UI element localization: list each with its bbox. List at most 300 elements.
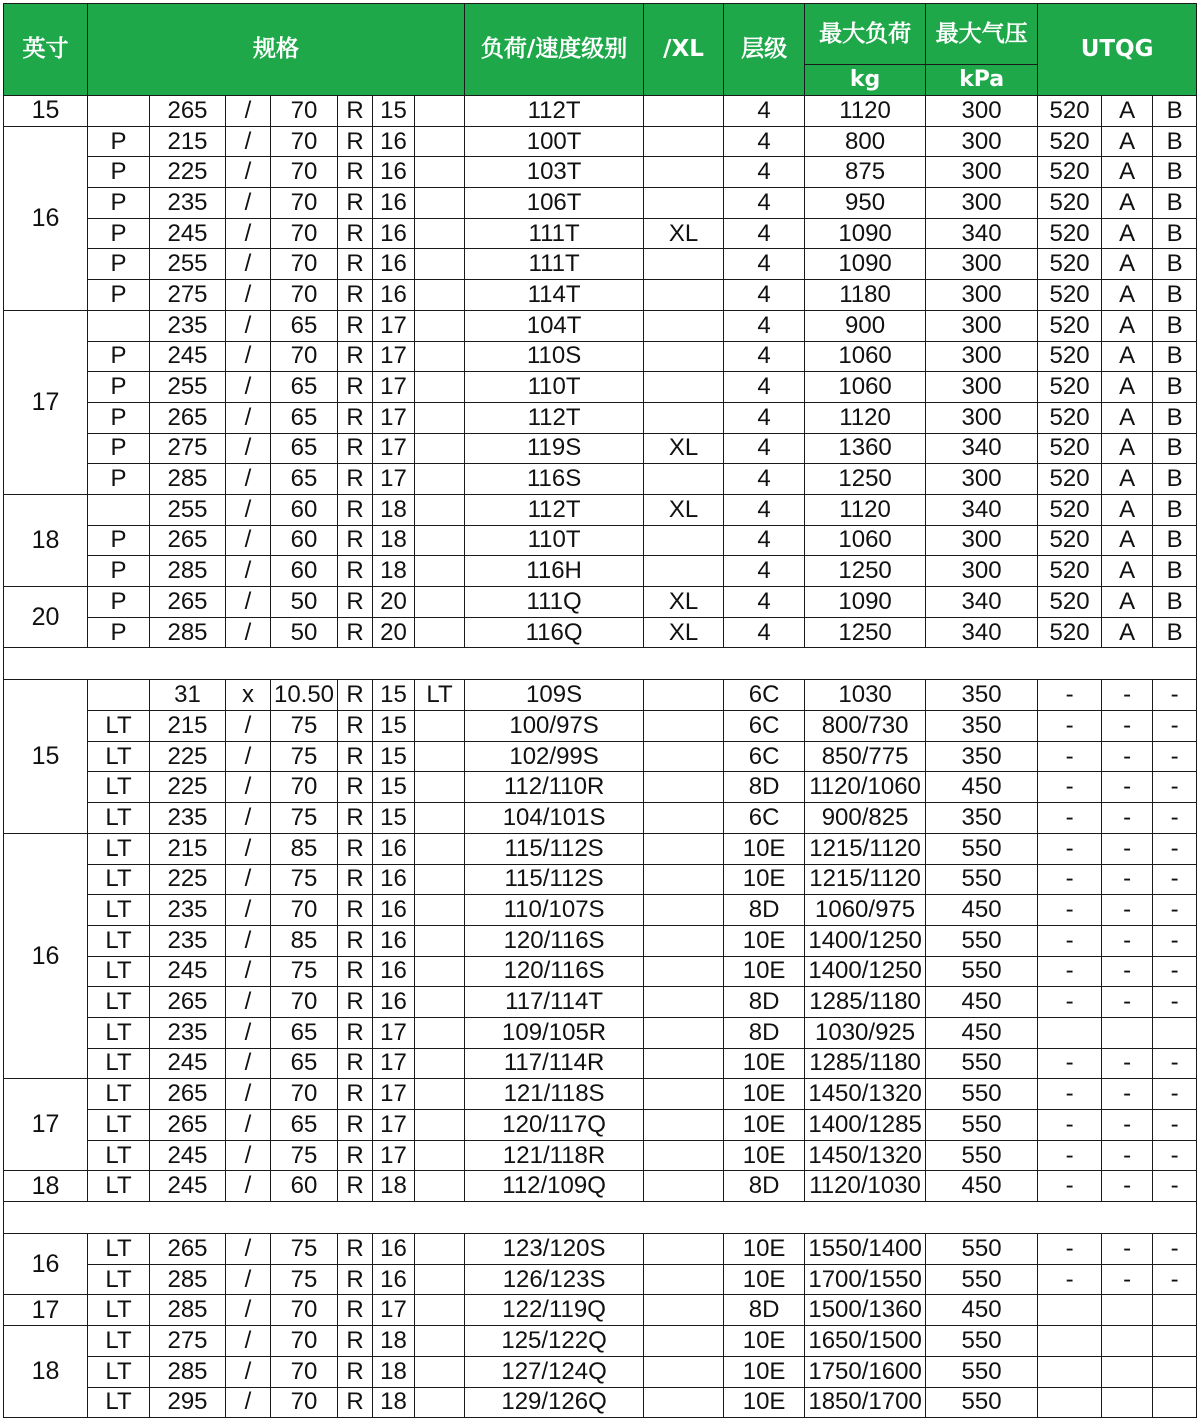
cell-utqg-treadwear: - — [1038, 772, 1102, 803]
cell-ply: 6C — [724, 680, 805, 711]
cell-utqg-temperature: - — [1153, 1234, 1197, 1265]
cell-utqg-treadwear: 520 — [1038, 249, 1102, 280]
cell-separator: / — [226, 1171, 271, 1202]
cell-xl — [644, 864, 724, 895]
cell-aspect-ratio: 65 — [271, 1110, 338, 1141]
table-row — [4, 1295, 1197, 1326]
cell-utqg-treadwear: 520 — [1038, 126, 1102, 157]
cell-max-load: 1120 — [805, 494, 926, 525]
cell-section-width: 265 — [150, 525, 226, 556]
cell-utqg-temperature: - — [1153, 925, 1197, 956]
cell-aspect-ratio: 70 — [271, 895, 338, 926]
cell-max-load: 1215/1120 — [805, 833, 926, 864]
cell-prefix: LT — [88, 925, 150, 956]
cell-xl: XL — [644, 218, 724, 249]
cell-max-load: 1360 — [805, 433, 926, 464]
table-row — [4, 1079, 1197, 1110]
cell-max-load: 1060/975 — [805, 895, 926, 926]
cell-max-load: 1450/1320 — [805, 1140, 926, 1171]
cell-max-pressure: 550 — [926, 864, 1038, 895]
cell-section-width: 215 — [150, 833, 226, 864]
cell-construction: R — [338, 157, 373, 188]
cell-load-speed: 100/97S — [465, 711, 644, 742]
cell-utqg-traction: A — [1102, 525, 1153, 556]
cell-prefix: P — [88, 188, 150, 219]
cell-rim-diameter: 16 — [373, 987, 415, 1018]
cell-max-load: 1750/1600 — [805, 1356, 926, 1387]
cell-utqg-treadwear: 520 — [1038, 310, 1102, 341]
cell-suffix — [415, 218, 465, 249]
table-row — [4, 803, 1197, 834]
cell-ply: 10E — [724, 1326, 805, 1357]
cell-load-speed: 109/105R — [465, 1017, 644, 1048]
cell-xl: XL — [644, 617, 724, 648]
cell-section-width: 275 — [150, 1326, 226, 1357]
cell-ply: 10E — [724, 1264, 805, 1295]
cell-prefix — [88, 96, 150, 127]
cell-utqg-temperature: - — [1153, 1048, 1197, 1079]
table-row — [4, 310, 1197, 341]
cell-load-speed: 117/114R — [465, 1048, 644, 1079]
cell-rim-diameter: 16 — [373, 249, 415, 280]
cell-separator: / — [226, 372, 271, 403]
cell-utqg-temperature: - — [1153, 772, 1197, 803]
cell-prefix: LT — [88, 895, 150, 926]
cell-load-speed: 104T — [465, 310, 644, 341]
cell-aspect-ratio: 70 — [271, 188, 338, 219]
cell-xl — [644, 464, 724, 495]
cell-suffix — [415, 587, 465, 618]
cell-utqg-temperature — [1153, 1356, 1197, 1387]
cell-load-speed: 120/116S — [465, 925, 644, 956]
cell-section-width: 275 — [150, 433, 226, 464]
cell-max-load: 1090 — [805, 249, 926, 280]
cell-max-pressure: 300 — [926, 372, 1038, 403]
table-row — [4, 987, 1197, 1018]
cell-ply: 4 — [724, 249, 805, 280]
cell-separator: / — [226, 1017, 271, 1048]
cell-utqg-temperature: B — [1153, 310, 1197, 341]
cell-max-pressure: 340 — [926, 494, 1038, 525]
cell-utqg-temperature: B — [1153, 525, 1197, 556]
cell-xl — [644, 987, 724, 1018]
cell-load-speed: 123/120S — [465, 1234, 644, 1265]
cell-max-pressure: 340 — [926, 587, 1038, 618]
cell-suffix — [415, 987, 465, 1018]
cell-xl — [644, 711, 724, 742]
cell-load-speed: 112T — [465, 494, 644, 525]
cell-utqg-temperature — [1153, 1295, 1197, 1326]
cell-prefix: P — [88, 587, 150, 618]
cell-utqg-treadwear — [1038, 1295, 1102, 1326]
cell-construction: R — [338, 126, 373, 157]
cell-separator: / — [226, 956, 271, 987]
cell-ply: 8D — [724, 772, 805, 803]
cell-construction: R — [338, 341, 373, 372]
cell-xl — [644, 402, 724, 433]
cell-max-pressure: 350 — [926, 680, 1038, 711]
cell-inch: 16 — [4, 833, 88, 1079]
cell-inch: 16 — [4, 126, 88, 310]
cell-max-pressure: 450 — [926, 1017, 1038, 1048]
cell-max-load: 1500/1360 — [805, 1295, 926, 1326]
header-max-load: 最大负荷 — [805, 4, 926, 65]
cell-rim-diameter: 15 — [373, 772, 415, 803]
cell-xl — [644, 680, 724, 711]
cell-max-load: 1120 — [805, 402, 926, 433]
cell-construction: R — [338, 587, 373, 618]
cell-utqg-traction: - — [1102, 680, 1153, 711]
cell-utqg-treadwear: 520 — [1038, 556, 1102, 587]
cell-ply: 4 — [724, 310, 805, 341]
cell-section-width: 265 — [150, 96, 226, 127]
cell-max-load: 1120/1060 — [805, 772, 926, 803]
cell-utqg-temperature: B — [1153, 402, 1197, 433]
cell-section-width: 265 — [150, 1234, 226, 1265]
table-row — [4, 895, 1197, 926]
cell-utqg-traction: A — [1102, 280, 1153, 311]
cell-aspect-ratio: 70 — [271, 249, 338, 280]
cell-rim-diameter: 17 — [373, 1079, 415, 1110]
cell-max-load: 1285/1180 — [805, 987, 926, 1018]
cell-max-pressure: 300 — [926, 464, 1038, 495]
cell-max-pressure: 550 — [926, 1387, 1038, 1418]
cell-utqg-treadwear: 520 — [1038, 402, 1102, 433]
cell-rim-diameter: 16 — [373, 218, 415, 249]
cell-aspect-ratio: 70 — [271, 157, 338, 188]
cell-utqg-treadwear: - — [1038, 1171, 1102, 1202]
cell-construction: R — [338, 1326, 373, 1357]
cell-suffix — [415, 249, 465, 280]
cell-construction: R — [338, 772, 373, 803]
cell-suffix — [415, 1171, 465, 1202]
cell-section-width: 225 — [150, 864, 226, 895]
cell-ply: 4 — [724, 341, 805, 372]
cell-construction: R — [338, 987, 373, 1018]
cell-section-width: 235 — [150, 188, 226, 219]
cell-separator: x — [226, 680, 271, 711]
cell-prefix: P — [88, 464, 150, 495]
cell-utqg-temperature: B — [1153, 587, 1197, 618]
cell-rim-diameter: 18 — [373, 1356, 415, 1387]
cell-separator: / — [226, 1387, 271, 1418]
cell-suffix — [415, 925, 465, 956]
cell-construction: R — [338, 96, 373, 127]
cell-max-load: 1250 — [805, 617, 926, 648]
cell-utqg-treadwear: 520 — [1038, 218, 1102, 249]
table-row — [4, 772, 1197, 803]
cell-separator: / — [226, 1356, 271, 1387]
cell-max-load: 1400/1285 — [805, 1110, 926, 1141]
cell-ply: 10E — [724, 864, 805, 895]
cell-rim-diameter: 15 — [373, 803, 415, 834]
cell-utqg-temperature: B — [1153, 96, 1197, 127]
cell-load-speed: 115/112S — [465, 833, 644, 864]
cell-utqg-temperature — [1153, 1326, 1197, 1357]
cell-max-pressure: 550 — [926, 1140, 1038, 1171]
cell-utqg-treadwear — [1038, 1387, 1102, 1418]
cell-separator: / — [226, 1295, 271, 1326]
cell-aspect-ratio: 70 — [271, 772, 338, 803]
cell-utqg-traction: - — [1102, 895, 1153, 926]
cell-utqg-traction: A — [1102, 126, 1153, 157]
cell-construction: R — [338, 864, 373, 895]
cell-construction: R — [338, 433, 373, 464]
cell-separator: / — [226, 1326, 271, 1357]
cell-utqg-traction: A — [1102, 494, 1153, 525]
cell-aspect-ratio: 65 — [271, 1017, 338, 1048]
cell-separator: / — [226, 126, 271, 157]
table-row — [4, 96, 1197, 127]
cell-prefix: LT — [88, 1356, 150, 1387]
cell-max-pressure: 300 — [926, 157, 1038, 188]
cell-utqg-traction: A — [1102, 617, 1153, 648]
cell-suffix — [415, 1140, 465, 1171]
cell-utqg-temperature: B — [1153, 249, 1197, 280]
cell-construction: R — [338, 833, 373, 864]
cell-rim-diameter: 17 — [373, 341, 415, 372]
cell-separator: / — [226, 310, 271, 341]
table-row — [4, 1017, 1197, 1048]
cell-separator: / — [226, 1110, 271, 1141]
cell-prefix: LT — [88, 1234, 150, 1265]
cell-utqg-traction: A — [1102, 96, 1153, 127]
cell-prefix: P — [88, 157, 150, 188]
cell-utqg-temperature — [1153, 1387, 1197, 1418]
cell-section-width: 285 — [150, 1295, 226, 1326]
cell-inch: 15 — [4, 96, 88, 127]
cell-section-width: 265 — [150, 1110, 226, 1141]
cell-utqg-treadwear: 520 — [1038, 617, 1102, 648]
cell-utqg-traction: A — [1102, 433, 1153, 464]
cell-max-pressure: 550 — [926, 925, 1038, 956]
cell-utqg-treadwear: 520 — [1038, 464, 1102, 495]
cell-separator: / — [226, 987, 271, 1018]
cell-prefix: LT — [88, 1110, 150, 1141]
cell-max-pressure: 450 — [926, 987, 1038, 1018]
cell-utqg-treadwear: - — [1038, 864, 1102, 895]
cell-utqg-traction: - — [1102, 1171, 1153, 1202]
table-row — [4, 864, 1197, 895]
cell-max-load: 1030/925 — [805, 1017, 926, 1048]
cell-prefix: LT — [88, 711, 150, 742]
cell-suffix — [415, 803, 465, 834]
cell-ply: 4 — [724, 464, 805, 495]
cell-xl — [644, 1048, 724, 1079]
cell-suffix — [415, 772, 465, 803]
cell-utqg-temperature: B — [1153, 341, 1197, 372]
cell-construction: R — [338, 1079, 373, 1110]
cell-suffix — [415, 433, 465, 464]
cell-construction: R — [338, 525, 373, 556]
cell-prefix — [88, 310, 150, 341]
cell-utqg-temperature: - — [1153, 1140, 1197, 1171]
cell-inch: 16 — [4, 1234, 88, 1295]
cell-ply: 8D — [724, 895, 805, 926]
cell-max-pressure: 450 — [926, 895, 1038, 926]
cell-max-load: 900/825 — [805, 803, 926, 834]
cell-utqg-temperature: B — [1153, 218, 1197, 249]
cell-aspect-ratio: 70 — [271, 1295, 338, 1326]
header-max-pressure-unit: kPa — [926, 65, 1038, 96]
cell-max-pressure: 350 — [926, 741, 1038, 772]
cell-utqg-temperature: - — [1153, 1079, 1197, 1110]
section-gap — [4, 648, 1197, 680]
cell-aspect-ratio: 75 — [271, 803, 338, 834]
cell-max-load: 1120/1030 — [805, 1171, 926, 1202]
cell-xl — [644, 1356, 724, 1387]
cell-aspect-ratio: 70 — [271, 280, 338, 311]
table-row — [4, 402, 1197, 433]
cell-xl — [644, 833, 724, 864]
cell-load-speed: 121/118R — [465, 1140, 644, 1171]
cell-rim-diameter: 16 — [373, 925, 415, 956]
cell-utqg-traction: A — [1102, 218, 1153, 249]
cell-utqg-temperature: B — [1153, 157, 1197, 188]
cell-utqg-traction: A — [1102, 249, 1153, 280]
cell-suffix — [415, 464, 465, 495]
cell-ply: 10E — [724, 925, 805, 956]
cell-load-speed: 111T — [465, 218, 644, 249]
cell-utqg-traction: - — [1102, 987, 1153, 1018]
cell-load-speed: 110S — [465, 341, 644, 372]
cell-section-width: 285 — [150, 1264, 226, 1295]
cell-aspect-ratio: 50 — [271, 587, 338, 618]
cell-load-speed: 122/119Q — [465, 1295, 644, 1326]
cell-xl — [644, 157, 724, 188]
cell-load-speed: 116H — [465, 556, 644, 587]
cell-prefix: LT — [88, 1079, 150, 1110]
cell-prefix: LT — [88, 864, 150, 895]
cell-prefix: P — [88, 525, 150, 556]
cell-utqg-treadwear: - — [1038, 741, 1102, 772]
cell-aspect-ratio: 60 — [271, 1171, 338, 1202]
cell-utqg-treadwear: - — [1038, 803, 1102, 834]
cell-construction: R — [338, 1048, 373, 1079]
cell-construction: R — [338, 464, 373, 495]
cell-aspect-ratio: 75 — [271, 1140, 338, 1171]
cell-utqg-temperature: B — [1153, 464, 1197, 495]
cell-max-load: 1090 — [805, 218, 926, 249]
cell-load-speed: 112T — [465, 402, 644, 433]
cell-utqg-traction: A — [1102, 310, 1153, 341]
cell-xl — [644, 1079, 724, 1110]
cell-utqg-temperature: B — [1153, 556, 1197, 587]
cell-utqg-temperature: - — [1153, 1110, 1197, 1141]
cell-section-width: 235 — [150, 310, 226, 341]
cell-load-speed: 125/122Q — [465, 1326, 644, 1357]
cell-utqg-traction: - — [1102, 772, 1153, 803]
cell-separator: / — [226, 556, 271, 587]
header-utqg: UTQG — [1038, 4, 1197, 96]
cell-max-load: 800/730 — [805, 711, 926, 742]
cell-rim-diameter: 16 — [373, 833, 415, 864]
cell-separator: / — [226, 188, 271, 219]
cell-construction: R — [338, 249, 373, 280]
cell-load-speed: 116S — [465, 464, 644, 495]
cell-section-width: 225 — [150, 741, 226, 772]
cell-aspect-ratio: 70 — [271, 1356, 338, 1387]
cell-max-pressure: 340 — [926, 617, 1038, 648]
cell-ply: 4 — [724, 556, 805, 587]
cell-prefix: P — [88, 402, 150, 433]
cell-aspect-ratio: 75 — [271, 711, 338, 742]
cell-section-width: 225 — [150, 157, 226, 188]
header-xl: /XL — [644, 4, 724, 96]
cell-utqg-temperature — [1153, 1017, 1197, 1048]
cell-section-width: 245 — [150, 956, 226, 987]
cell-utqg-treadwear: - — [1038, 925, 1102, 956]
cell-separator: / — [226, 494, 271, 525]
cell-section-width: 255 — [150, 372, 226, 403]
cell-section-width: 285 — [150, 617, 226, 648]
cell-utqg-traction — [1102, 1017, 1153, 1048]
cell-construction: R — [338, 895, 373, 926]
cell-utqg-treadwear: - — [1038, 1140, 1102, 1171]
cell-aspect-ratio: 70 — [271, 987, 338, 1018]
cell-utqg-temperature: - — [1153, 864, 1197, 895]
cell-prefix: LT — [88, 1048, 150, 1079]
cell-max-pressure: 350 — [926, 711, 1038, 742]
table-row — [4, 218, 1197, 249]
cell-prefix: LT — [88, 1171, 150, 1202]
cell-prefix: P — [88, 341, 150, 372]
cell-rim-diameter: 15 — [373, 96, 415, 127]
cell-max-pressure: 550 — [926, 1356, 1038, 1387]
cell-aspect-ratio: 75 — [271, 956, 338, 987]
table-row — [4, 188, 1197, 219]
cell-utqg-temperature: - — [1153, 987, 1197, 1018]
cell-max-pressure: 550 — [926, 1234, 1038, 1265]
table-row — [4, 249, 1197, 280]
cell-max-load: 1285/1180 — [805, 1048, 926, 1079]
cell-xl — [644, 1171, 724, 1202]
cell-aspect-ratio: 60 — [271, 494, 338, 525]
cell-xl — [644, 249, 724, 280]
cell-load-speed: 112T — [465, 96, 644, 127]
cell-utqg-traction: A — [1102, 587, 1153, 618]
cell-separator: / — [226, 280, 271, 311]
table-row — [4, 956, 1197, 987]
cell-load-speed: 119S — [465, 433, 644, 464]
cell-section-width: 265 — [150, 1079, 226, 1110]
cell-utqg-treadwear: 520 — [1038, 587, 1102, 618]
table-row — [4, 1264, 1197, 1295]
cell-xl — [644, 772, 724, 803]
cell-ply: 6C — [724, 711, 805, 742]
cell-prefix: P — [88, 249, 150, 280]
table-row — [4, 372, 1197, 403]
cell-rim-diameter: 17 — [373, 464, 415, 495]
cell-utqg-traction: - — [1102, 711, 1153, 742]
cell-utqg-treadwear: - — [1038, 1264, 1102, 1295]
cell-suffix — [415, 372, 465, 403]
table-row — [4, 925, 1197, 956]
cell-construction: R — [338, 1295, 373, 1326]
cell-max-load: 1060 — [805, 372, 926, 403]
cell-utqg-traction: - — [1102, 1140, 1153, 1171]
cell-prefix: LT — [88, 1017, 150, 1048]
cell-suffix — [415, 1110, 465, 1141]
cell-load-speed: 115/112S — [465, 864, 644, 895]
table-row — [4, 587, 1197, 618]
table-row — [4, 1326, 1197, 1357]
cell-rim-diameter: 17 — [373, 1048, 415, 1079]
cell-load-speed: 112/110R — [465, 772, 644, 803]
cell-utqg-traction — [1102, 1295, 1153, 1326]
cell-construction: R — [338, 617, 373, 648]
cell-separator: / — [226, 1079, 271, 1110]
